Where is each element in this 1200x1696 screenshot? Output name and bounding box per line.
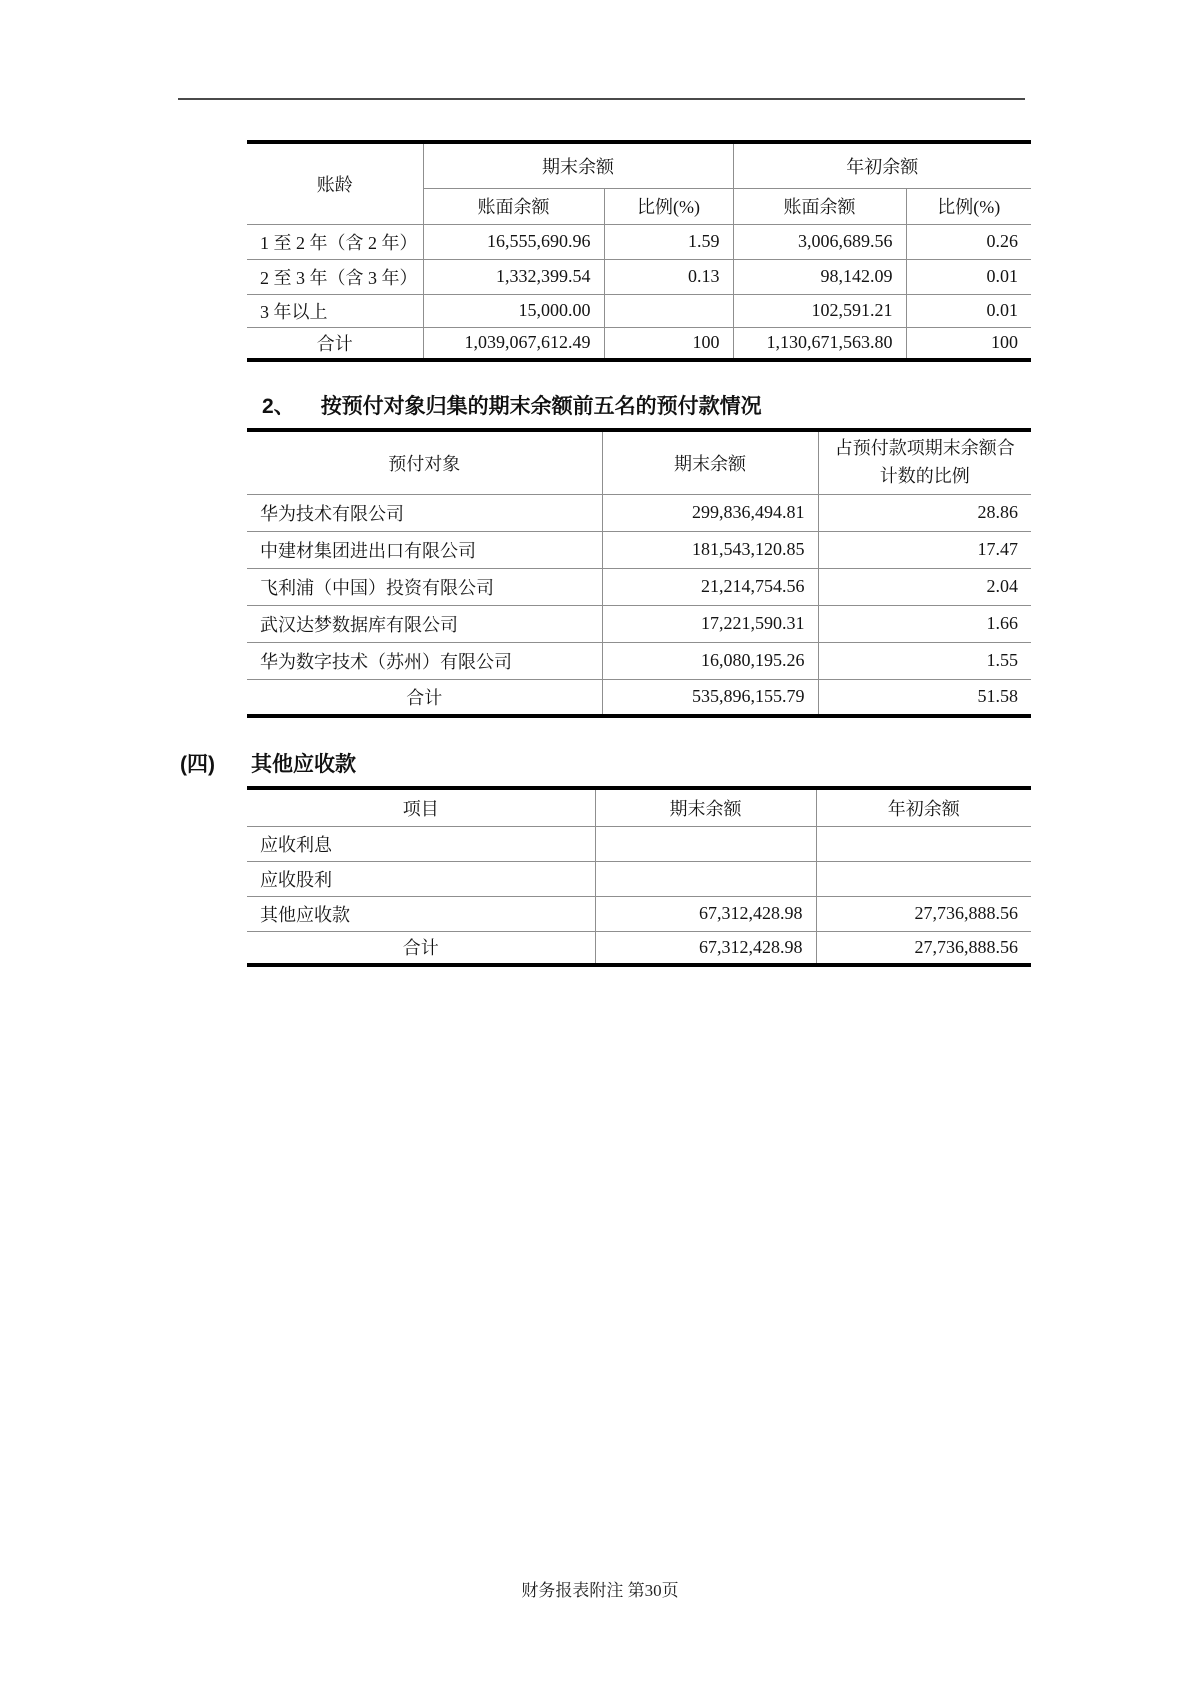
prepayment-amount: 299,836,494.81 [602,494,818,531]
aging-label: 3 年以上 [247,294,423,327]
prepayment-total-label: 合计 [247,679,602,716]
aging-table [247,140,1031,362]
prepayment-amount: 181,543,120.85 [602,531,818,568]
prepayment-ratio: 1.55 [818,642,1031,679]
prepayment-total-row [247,679,1031,716]
aging-total-label: 合计 [247,327,423,360]
aging-begin-ratio: 0.01 [906,259,1031,294]
aging-begin-ratio: 100 [906,327,1031,360]
aging-col-book-begin: 账面余额 [733,188,906,224]
prepayment-header-row [247,430,1031,494]
table-row [247,642,1031,679]
other-beginning [816,826,1031,861]
aging-end-amount: 16,555,690.96 [423,224,604,259]
other-beginning [816,861,1031,896]
table-row [247,605,1031,642]
aging-header-row-1 [247,142,1031,188]
aging-end-ratio: 0.13 [604,259,733,294]
table-row [247,826,1031,861]
section-title: 按预付对象归集的期末余额前五名的预付款情况 [320,395,762,418]
prepayment-name: 华为数字技术（苏州）有限公司 [247,642,602,679]
prepayment-ratio: 51.58 [818,679,1031,716]
aging-begin-amount: 1,130,671,563.80 [733,327,906,360]
table-row [247,568,1031,605]
other-col-ending: 期末余额 [595,788,816,826]
prepayment-amount: 21,214,754.56 [602,568,818,605]
table-row [247,861,1031,896]
aging-group-ending: 期末余额 [423,142,733,188]
aging-col-age: 账龄 [247,142,423,224]
aging-end-ratio: 100 [604,327,733,360]
aging-col-ratio-begin: 比例(%) [906,188,1031,224]
aging-label: 2 至 3 年（含 3 年） [247,259,423,294]
other-ending [595,826,816,861]
prepayment-ratio: 17.47 [818,531,1031,568]
aging-end-amount: 15,000.00 [423,294,604,327]
table-row [247,224,1031,259]
section-title: 其他应收款 [251,753,356,776]
aging-end-ratio: 1.59 [604,224,733,259]
other-item: 其他应收款 [247,896,595,931]
aging-begin-amount: 102,591.21 [733,294,906,327]
page-header-rule [178,98,1025,100]
table-row [247,896,1031,931]
aging-begin-amount: 98,142.09 [733,259,906,294]
prepayment-name: 中建材集团进出口有限公司 [247,531,602,568]
aging-begin-ratio: 0.01 [906,294,1031,327]
prepayment-col-ratio-line2: 计数的比例 [879,465,970,486]
prepayment-col-ratio-line1: 占预付款项期末余额合 [834,437,1015,458]
other-receivables-header-row [247,788,1031,826]
aging-group-beginning: 年初余额 [733,142,1031,188]
prepayment-ratio: 2.04 [818,568,1031,605]
prepayment-ratio: 28.86 [818,494,1031,531]
other-ending: 67,312,428.98 [595,896,816,931]
aging-col-book-end: 账面余额 [423,188,604,224]
section-number: 2、 [262,395,295,418]
aging-total-row [247,327,1031,360]
prepayment-col-ending: 期末余额 [602,430,818,494]
other-beginning: 27,736,888.56 [816,931,1031,965]
table-row [247,531,1031,568]
prepayment-amount: 16,080,195.26 [602,642,818,679]
other-ending: 67,312,428.98 [595,931,816,965]
prepayment-name: 武汉达梦数据库有限公司 [247,605,602,642]
aging-col-ratio-end: 比例(%) [604,188,733,224]
other-col-item: 项目 [247,788,595,826]
other-total-label: 合计 [247,931,595,965]
other-item: 应收利息 [247,826,595,861]
other-col-beginning: 年初余额 [816,788,1031,826]
prepayment-name: 华为技术有限公司 [247,494,602,531]
other-ending [595,861,816,896]
aging-begin-amount: 3,006,689.56 [733,224,906,259]
aging-end-amount: 1,039,067,612.49 [423,327,604,360]
aging-end-amount: 1,332,399.54 [423,259,604,294]
prepayment-ratio: 1.66 [818,605,1031,642]
table-row [247,294,1031,327]
other-receivables-section-heading [180,748,356,778]
prepayment-name: 飞利浦（中国）投资有限公司 [247,568,602,605]
prepayment-section-heading [262,390,762,420]
prepayment-col-object: 预付对象 [247,430,602,494]
prepayment-col-ratio [818,430,1031,494]
aging-end-ratio [604,294,733,327]
prepayment-amount: 17,221,590.31 [602,605,818,642]
other-total-row [247,931,1031,965]
aging-begin-ratio: 0.26 [906,224,1031,259]
other-item: 应收股利 [247,861,595,896]
table-row [247,259,1031,294]
section-number: (四) [180,753,215,776]
page-footer: 财务报表附注 第30页 [521,1581,679,1600]
other-beginning: 27,736,888.56 [816,896,1031,931]
other-receivables-table [247,786,1031,967]
table-row [247,494,1031,531]
prepayment-table [247,428,1031,718]
prepayment-amount: 535,896,155.79 [602,679,818,716]
aging-label: 1 至 2 年（含 2 年） [247,224,423,259]
